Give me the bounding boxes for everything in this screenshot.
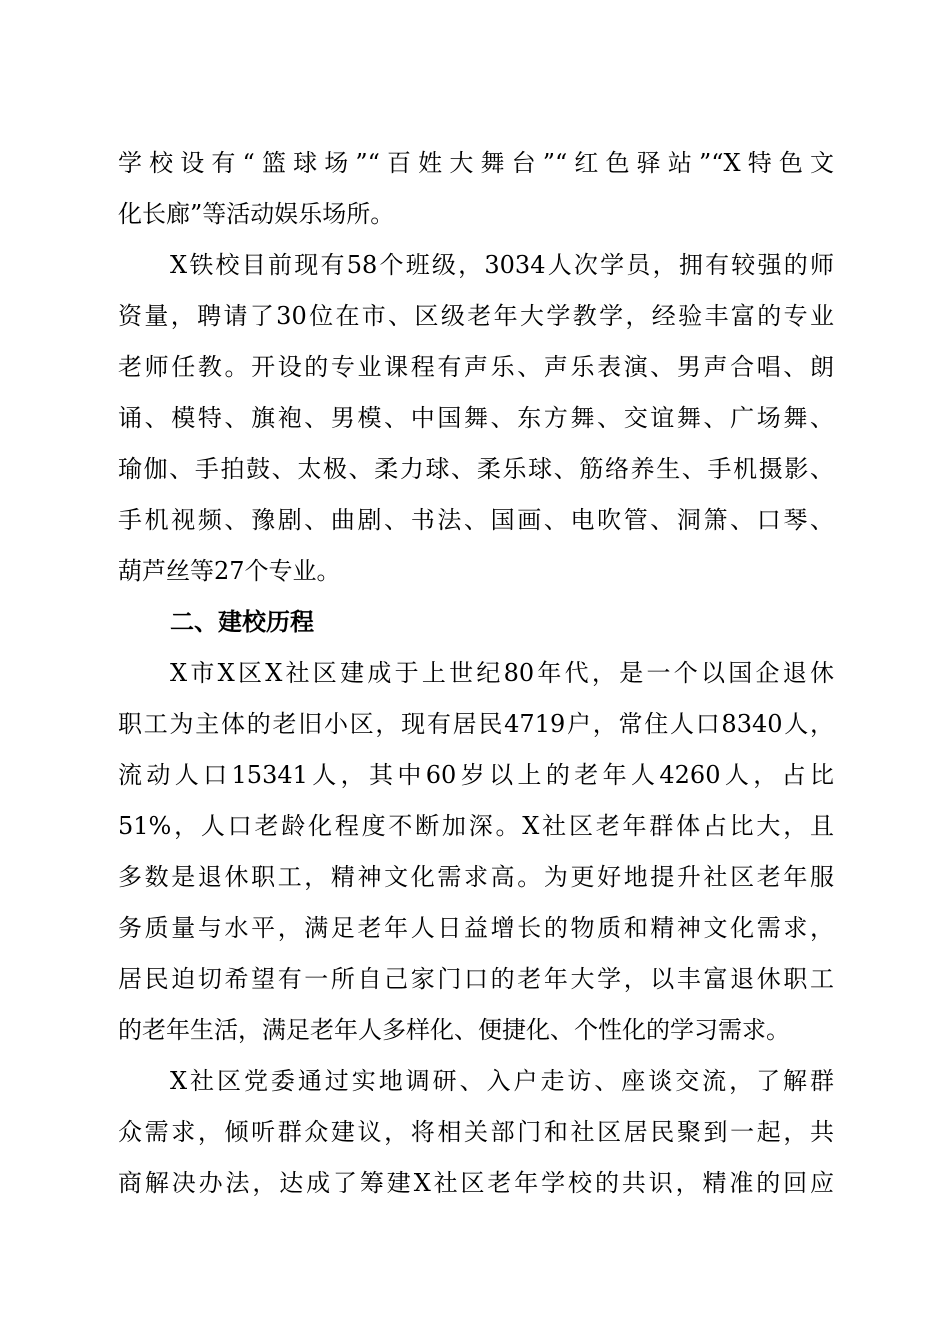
paragraph-school-overview — [118, 240, 834, 597]
section-heading: 二、建校历程 — [170, 608, 314, 636]
text-line: 学校设有“篮球场”“百姓大舞台”“红色驿站”“X特色文 — [118, 149, 834, 177]
text-line: 葫芦丝等27个专业。 — [118, 557, 341, 585]
text-line: 化长廊”等活动娱乐场所。 — [118, 200, 395, 228]
text-line: 流动人口15341人，其中60岁以上的老年人4260人，占比 — [118, 761, 834, 789]
text-line: X铁校目前现有58个班级，3034人次学员，拥有较强的师 — [170, 251, 834, 279]
text-line: X市X区X社区建成于上世纪80年代，是一个以国企退休 — [170, 659, 834, 687]
text-line: 瑜伽、手拍鼓、太极、柔力球、柔乐球、筋络养生、手机摄影、 — [118, 455, 834, 483]
text-line: 多数是退休职工，精神文化需求高。为更好地提升社区老年服 — [118, 863, 834, 891]
paragraph-party-committee — [118, 1056, 834, 1209]
text-line: 商解决办法，达成了筹建X社区老年学校的共识，精准的回应 — [118, 1169, 834, 1197]
paragraph-facilities — [118, 138, 834, 240]
text-line: 手机视频、豫剧、曲剧、书法、国画、电吹管、洞箫、口琴、 — [118, 506, 834, 534]
text-line: 居民迫切希望有一所自己家门口的老年大学，以丰富退休职工 — [118, 965, 834, 993]
text-line: 诵、模特、旗袍、男模、中国舞、东方舞、交谊舞、广场舞、 — [118, 404, 834, 432]
paragraph-community-background — [118, 648, 834, 1056]
document-page — [118, 138, 834, 1209]
text-line: 老师任教。开设的专业课程有声乐、声乐表演、男声合唱、朗 — [118, 353, 834, 381]
text-line: 51%，人口老龄化程度不断加深。X社区老年群体占比大，且 — [118, 812, 834, 840]
text-line: 资量，聘请了30位在市、区级老年大学教学，经验丰富的专业 — [118, 302, 834, 330]
text-line: 的老年生活，满足老年人多样化、便捷化、个性化的学习需求。 — [118, 1016, 790, 1044]
text-line: 众需求，倾听群众建议，将相关部门和社区居民聚到一起，共 — [118, 1118, 834, 1146]
text-line: 职工为主体的老旧小区，现有居民4719户，常住人口8340人， — [118, 710, 834, 738]
text-line: X社区党委通过实地调研、入户走访、座谈交流，了解群 — [170, 1067, 834, 1095]
text-line: 务质量与水平，满足老年人日益增长的物质和精神文化需求， — [118, 914, 834, 942]
